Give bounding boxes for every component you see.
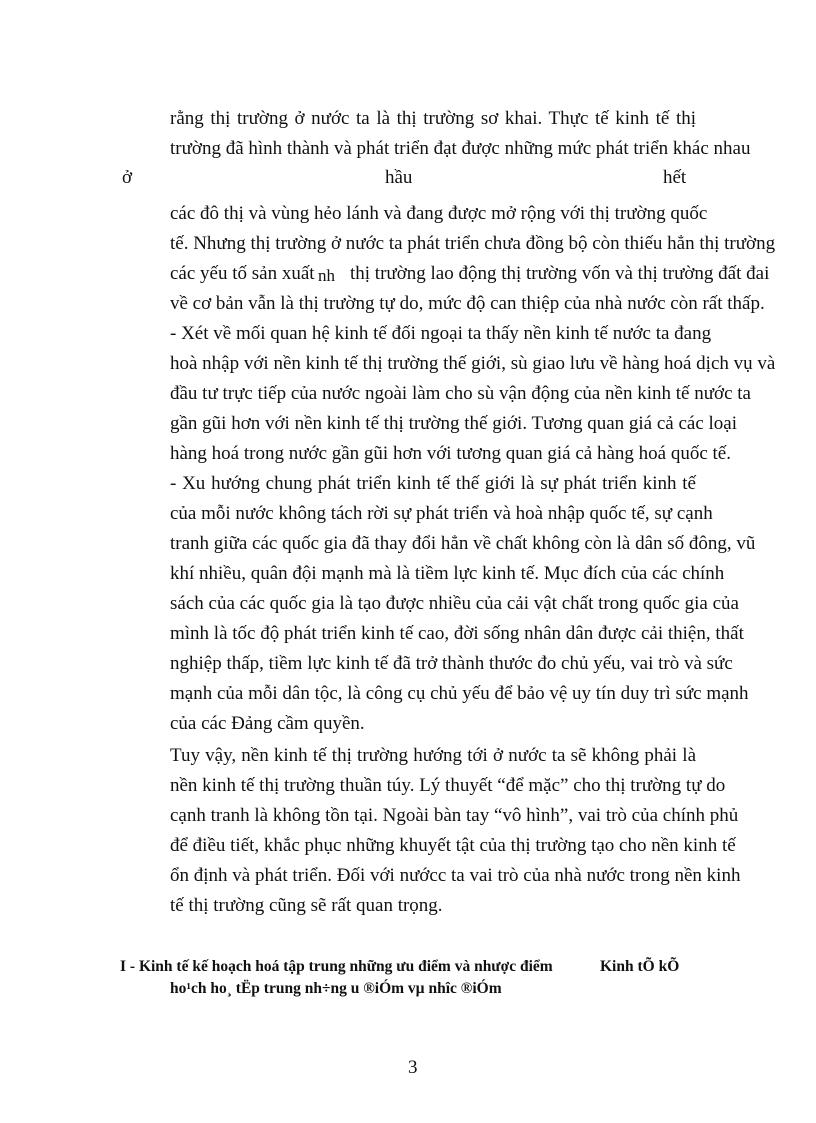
text-line: nghiệp thấp, tiềm lực kinh tế đã trở thành thước đo chủ yếu, vai trò và sức (170, 653, 733, 674)
text-line: các đô thị và vùng hẻo lánh và đang được mở rộng với thị trường quốc (170, 203, 708, 224)
text-line: tranh giữa các quốc gia đã thay đổi hẳn về chất không còn là dân số đông, vũ (170, 533, 756, 554)
text-line: hoà nhập với nền kinh tế thị trường thế giới, sù giao lưu về hàng hoá dịch vụ và (170, 353, 776, 374)
text-line: - Xu hướng chung phát triển kinh tế thế giới là sự phát triển kinh tế (170, 473, 696, 494)
text-line: về cơ bản vẫn là thị trường tự do, mức độ can thiệp của nhà nước còn rất thấp. (170, 293, 765, 314)
text-line: thị trường lao động thị trường vốn và thị trường đất đai (350, 263, 770, 284)
text-line: trường đã hình thành và phát triển đạt được những mức phát triển khác nhau (170, 138, 751, 159)
inline-fragment: nh (318, 266, 335, 285)
text-line: khí nhiều, quân đội mạnh mà là tiềm lực kinh tế. Mục đích của các chính (170, 563, 725, 584)
text-line: ổn định và phát triển. Đối với nướcc ta vai trò của nhà nước trong nền kinh (170, 865, 741, 886)
text-line: cạnh tranh là không tồn tại. Ngoài bàn tay “vô hình”, vai trò của chính phủ (170, 805, 739, 826)
text-line: Tuy vậy, nền kinh tế thị trường hướng tới ở nước ta sẽ không phải là (170, 745, 696, 766)
text-line: - Xét về mối quan hệ kinh tế đối ngoại ta thấy nền kinh tế nước ta đang (170, 323, 712, 344)
page-number: 3 (408, 1057, 418, 1078)
text-line: đầu tư trực tiếp của nước ngoài làm cho sù vận động của nền kinh tế nước ta (170, 383, 751, 404)
text-line: mình là tốc độ phát triển kinh tế cao, đời sống nhân dân được cải thiện, thất (170, 623, 744, 644)
text-line: các yếu tố sản xuất (170, 263, 315, 284)
text-line: để điều tiết, khắc phục những khuyết tật của thị trường tạo cho nền kinh tế (170, 835, 736, 856)
text-line: gần gũi hơn với nền kinh tế thị trường thế giới. Tương quan giá cả các loại (170, 413, 737, 434)
text-line: của các Đảng cầm quyền. (170, 713, 365, 734)
scattered-word: ở (122, 167, 133, 188)
text-line: mạnh của mỗi dân tộc, là công cụ chủ yếu để bảo vệ uy tín duy trì sức mạnh (170, 683, 749, 704)
text-line: nền kinh tế thị trường thuần túy. Lý thuyết “để mặc” cho thị trường tự do (170, 775, 726, 796)
section-heading-garbled: Kinh tÕ kÕ (600, 958, 680, 975)
text-line: rằng thị trường ở nước ta là thị trường sơ khai. Thực tế kinh tế thị (170, 108, 696, 129)
text-line: của mỗi nước không tách rời sự phát triển và hoà nhập quốc tế, sự cạnh (170, 503, 713, 524)
section-heading: I - Kinh tế kế hoạch hoá tập trung những ưu điểm và nhược điểm (120, 958, 553, 975)
text-line: tế. Nhưng thị trường ở nước ta phát triển chưa đồng bộ còn thiếu hẳn thị trường (170, 233, 776, 254)
text-line: tế thị trường cũng sẽ rất quan trọng. (170, 895, 443, 916)
scattered-word: hầu (385, 167, 413, 188)
section-heading-garbled-line2: ho¹ch ho¸ tËp trung nh÷ng u ®iÓm vµ nhîc ®iÓm (170, 980, 502, 997)
scattered-word: hết (663, 167, 687, 188)
text-line: hàng hoá trong nước gần gũi hơn với tương quan giá cả hàng hoá quốc tế. (170, 443, 731, 464)
text-line: sách của các quốc gia là tạo được nhiều của cải vật chất trong quốc gia của (170, 593, 739, 614)
